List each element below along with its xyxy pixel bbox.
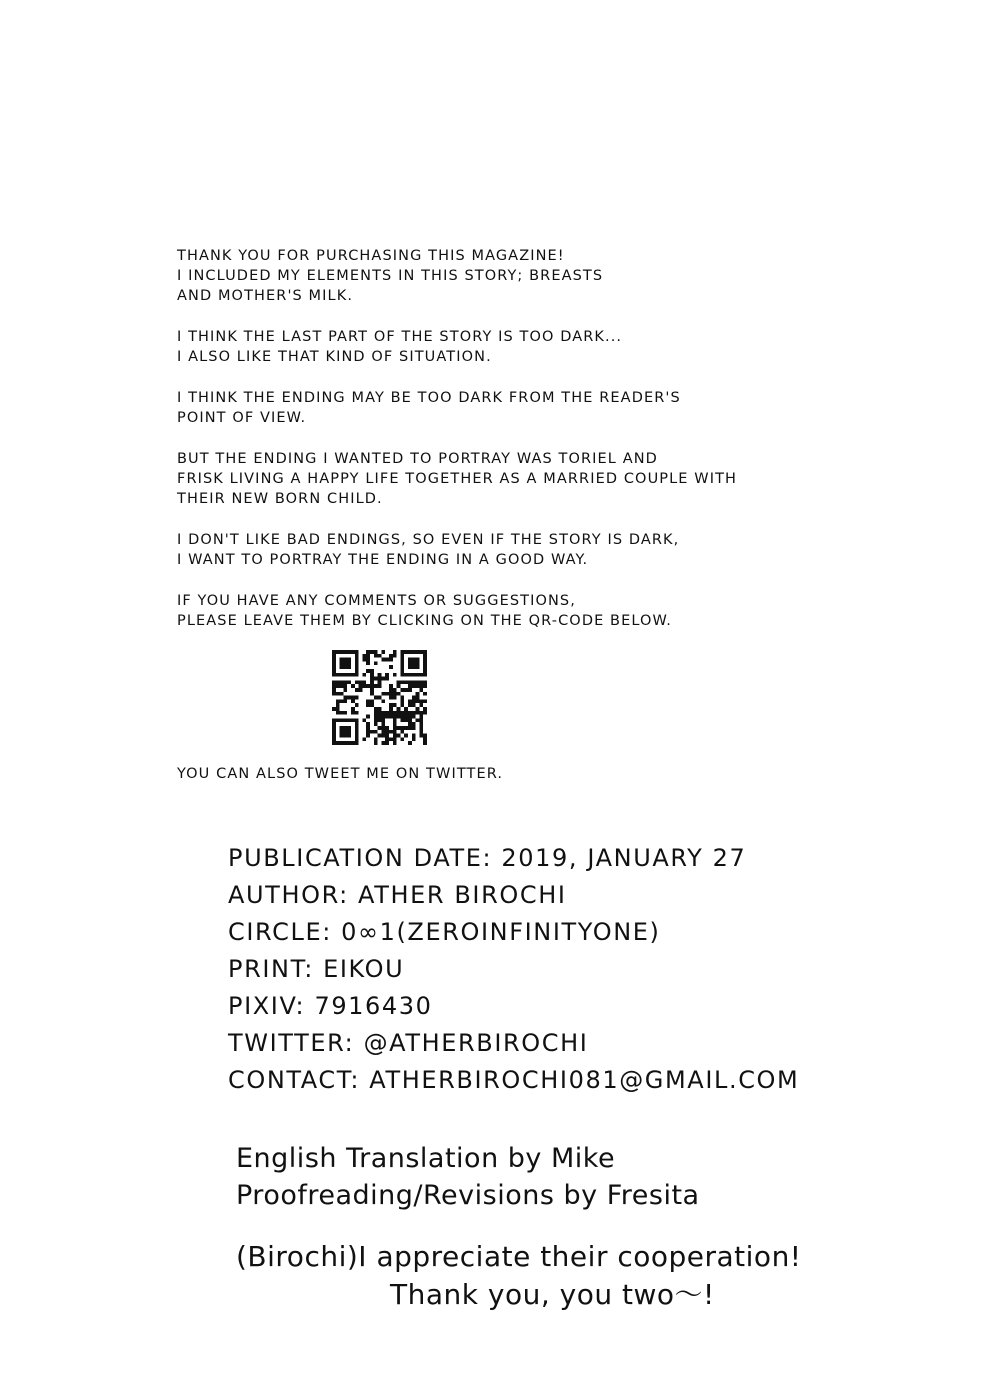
translation-credits — [236, 1140, 700, 1214]
thanks-message — [236, 1238, 802, 1314]
note-line: I INCLUDED MY ELEMENTS IN THIS STORY; BREASTS — [177, 268, 604, 284]
note-paragraph-ending — [177, 388, 917, 428]
note-line: THEIR NEW BORN CHILD. — [177, 491, 383, 507]
note-paragraph-portrayal — [177, 449, 917, 509]
note-paragraph-thanks — [177, 246, 917, 306]
pixiv-id: PIXIV: 7916430 — [228, 992, 433, 1020]
note-line: I THINK THE LAST PART OF THE STORY IS TOO DARK... — [177, 329, 623, 345]
contact-email: CONTACT: ATHERBIROCHI081@GMAIL.COM — [228, 1066, 800, 1094]
note-line: FRISK LIVING A HAPPY LIFE TOGETHER AS A MARRIED COUPLE WITH — [177, 471, 738, 487]
print-credit: PRINT: EIKOU — [228, 955, 405, 983]
note-line: POINT OF VIEW. — [177, 410, 307, 426]
note-paragraph-dark-part — [177, 327, 917, 367]
thanks-line-2: Thank you, you two～! — [390, 1278, 715, 1311]
note-line: IF YOU HAVE ANY COMMENTS OR SUGGESTIONS, — [177, 593, 576, 609]
publication-date: PUBLICATION DATE: 2019, JANUARY 27 — [228, 844, 747, 872]
note-paragraph-feedback — [177, 591, 917, 631]
colophon — [228, 840, 799, 1099]
note-line: I DON'T LIKE BAD ENDINGS, SO EVEN IF THE STORY IS DARK, — [177, 532, 680, 548]
translation-credit: English Translation by Mike — [236, 1143, 616, 1174]
author-note — [177, 246, 917, 652]
note-line: I WANT TO PORTRAY THE ENDING IN A GOOD WAY. — [177, 552, 589, 568]
twitter-handle: TWITTER: @ATHERBIROCHI — [228, 1029, 589, 1057]
note-line: THANK YOU FOR PURCHASING THIS MAGAZINE! — [177, 248, 565, 264]
note-paragraph-bad-endings — [177, 530, 917, 570]
note-line: I THINK THE ENDING MAY BE TOO DARK FROM THE READER'S — [177, 390, 681, 406]
note-line: PLEASE LEAVE THEM BY CLICKING ON THE QR-CODE BELOW. — [177, 613, 673, 629]
thanks-line-1: (Birochi)I appreciate their cooperation! — [236, 1240, 802, 1273]
circle-credit: CIRCLE: 0∞1(ZEROINFINITYONE) — [228, 918, 661, 946]
qr-code-icon[interactable] — [332, 650, 427, 745]
twitter-invite: YOU CAN ALSO TWEET ME ON TWITTER. — [177, 766, 504, 782]
proofreading-credit: Proofreading/Revisions by Fresita — [236, 1180, 700, 1211]
note-line: I ALSO LIKE THAT KIND OF SITUATION. — [177, 349, 492, 365]
author-credit: AUTHOR: ATHER BIROCHI — [228, 881, 567, 909]
note-line: BUT THE ENDING I WANTED TO PORTRAY WAS TORIEL AND — [177, 451, 658, 467]
note-line: AND MOTHER'S MILK. — [177, 288, 354, 304]
